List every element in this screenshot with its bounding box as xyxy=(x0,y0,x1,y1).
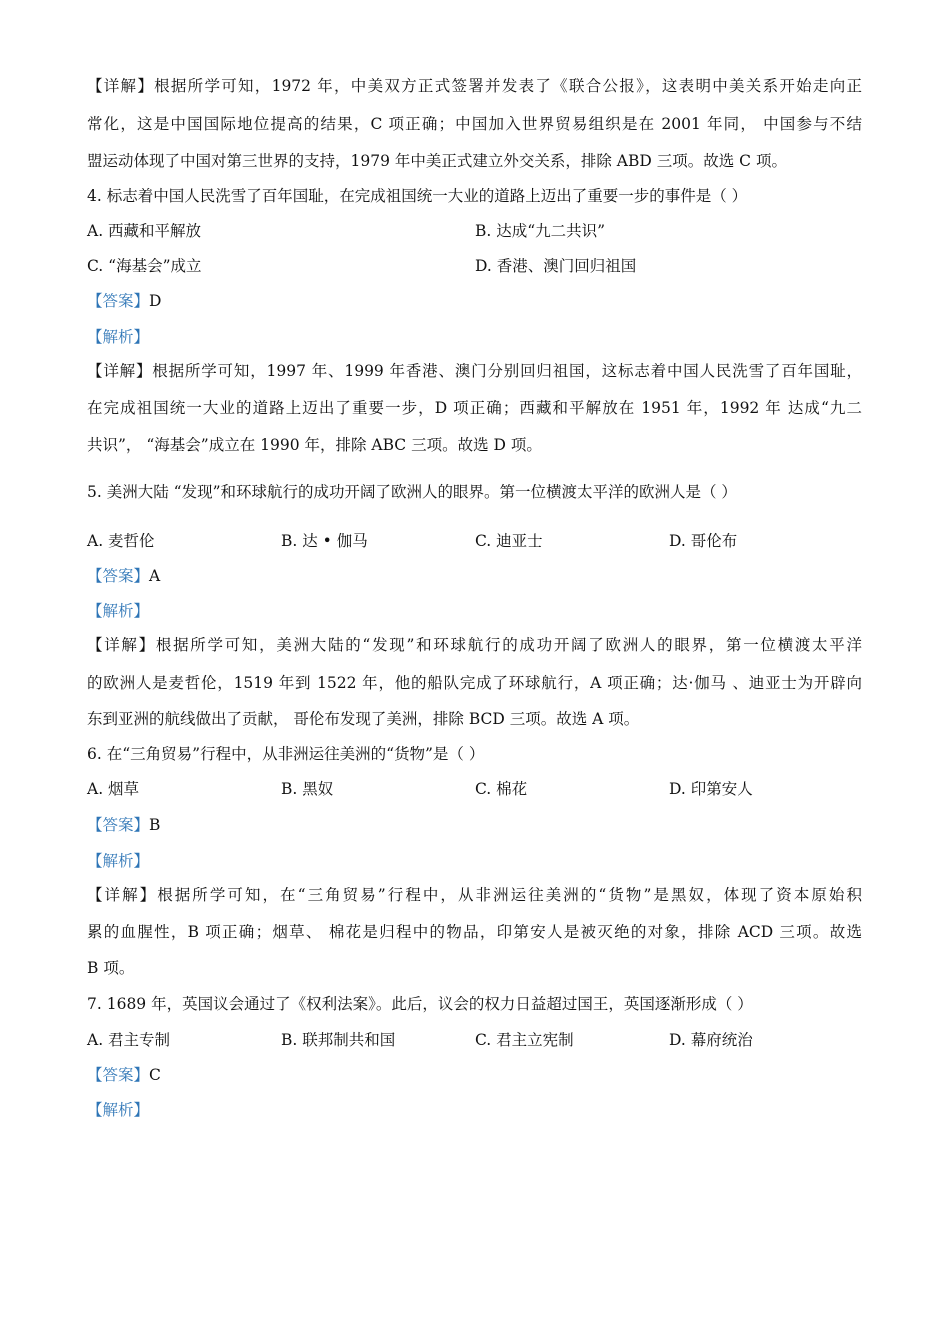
q3-detail-line-1 xyxy=(87,75,862,97)
q6-option-b: B. 黑奴 xyxy=(281,780,334,798)
q7-question: 7. 1689 年，英国议会通过了《权利法案》。此后，议会的权力日益超过国王，英国逐渐形成（ ） xyxy=(87,995,753,1013)
detail-text: 根据所学可知，美洲大陆的“发现”和环球航行的成功开阔了欧洲人的眼界，第一位横渡太平洋 xyxy=(155,636,862,654)
q5-analysis-label: 【解析】 xyxy=(87,602,150,620)
q4-option-b: B. 达成“九二共识” xyxy=(475,222,606,240)
q6-detail-line-2: 累的血腥性，B 项正确；烟草、 棉花是归程中的物品，印第安人是被灭绝的对象，排除 ACD 三项。故选 xyxy=(87,923,862,941)
q7-option-d: D. 幕府统治 xyxy=(669,1031,753,1049)
q7-analysis-label: 【解析】 xyxy=(87,1101,150,1119)
q6-question: 6. 在“三角贸易”行程中，从非洲运往美洲的“货物”是（ ） xyxy=(87,745,485,763)
detail-label: 【详解】 xyxy=(87,636,156,654)
answer-value: D xyxy=(149,292,162,310)
detail-text: 根据所学可知，1972 年，中美双方正式签署并发表了《联合公报》，这表明中美关系开始走向正 xyxy=(154,77,862,95)
q4-option-a: A. 西藏和平解放 xyxy=(87,222,202,240)
q5-detail-line-2: 的欧洲人是麦哲伦，1519 年到 1522 年，他的船队完成了环球航行，A 项正确；达·伽马 、迪亚士为开辟向 xyxy=(87,674,862,692)
q4-option-c: C. “海基会”成立 xyxy=(87,257,202,275)
detail-label: 【详解】 xyxy=(87,362,153,380)
answer-value: B xyxy=(149,816,161,834)
q7-answer xyxy=(87,1064,161,1086)
detail-text: 根据所学可知，在“三角贸易”行程中，从非洲运往美洲的“货物”是黑奴，体现了资本原始积 xyxy=(157,886,862,904)
q4-detail-line-3: 共识”， “海基会”成立在 1990 年，排除 ABC 三项。故选 D 项。 xyxy=(87,436,542,454)
detail-label: 【详解】 xyxy=(87,886,158,904)
q4-detail-line-1 xyxy=(87,360,862,382)
q5-option-d: D. 哥伦布 xyxy=(669,532,738,550)
q3-detail-line-2: 常化，这是中国国际地位提高的结果，C 项正确；中国加入世界贸易组织是在 2001 年同， 中国参与不结 xyxy=(87,115,862,133)
q6-option-d: D. 印第安人 xyxy=(669,780,753,798)
q7-option-a: A. 君主专制 xyxy=(87,1031,171,1049)
answer-label: 【答案】 xyxy=(87,1066,150,1084)
q6-detail-line-3: B 项。 xyxy=(87,959,135,977)
answer-value: C xyxy=(149,1066,161,1084)
q4-question: 4. 标志着中国人民洗雪了百年国耻，在完成祖国统一大业的道路上迈出了重要一步的事件是（ ） xyxy=(87,187,748,205)
q4-detail-line-2: 在完成祖国统一大业的道路上迈出了重要一步，D 项正确；西藏和平解放在 1951 年，1992 年 达成“九二 xyxy=(87,399,862,417)
q4-analysis-label: 【解析】 xyxy=(87,328,150,346)
q6-answer xyxy=(87,814,160,836)
q5-detail-line-3: 东到亚洲的航线做出了贡献， 哥伦布发现了美洲，排除 BCD 三项。故选 A 项。 xyxy=(87,710,640,728)
q5-option-b: B. 达 • 伽马 xyxy=(281,532,368,550)
q7-option-c: C. 君主立宪制 xyxy=(475,1031,574,1049)
answer-label: 【答案】 xyxy=(87,567,150,585)
q6-analysis-label: 【解析】 xyxy=(87,852,150,870)
q6-detail-line-1 xyxy=(87,884,862,906)
q5-answer xyxy=(87,565,160,587)
answer-label: 【答案】 xyxy=(87,816,150,834)
answer-value: A xyxy=(149,567,161,585)
q7-option-b: B. 联邦制共和国 xyxy=(281,1031,396,1049)
q5-question: 5. 美洲大陆 “发现”和环球航行的成功开阔了欧洲人的眼界。第一位横渡太平洋的欧洲人是（ ） xyxy=(87,483,737,501)
q5-option-a: A. 麦哲伦 xyxy=(87,532,155,550)
answer-label: 【答案】 xyxy=(87,292,150,310)
detail-label: 【详解】 xyxy=(87,77,155,95)
detail-text: 根据所学可知，1997 年、1999 年香港、澳门分别回归祖国，这标志着中国人民洗雪了百年国耻， xyxy=(152,362,862,380)
q5-option-c: C. 迪亚士 xyxy=(475,532,543,550)
q4-option-d: D. 香港、澳门回归祖国 xyxy=(475,257,637,275)
q4-answer xyxy=(87,290,161,312)
q5-detail-line-1 xyxy=(87,634,862,656)
q6-option-c: C. 棉花 xyxy=(475,780,528,798)
q3-detail-line-3: 盟运动体现了中国对第三世界的支持，1979 年中美正式建立外交关系，排除 ABD 三项。故选 C 项。 xyxy=(87,152,787,170)
q6-option-a: A. 烟草 xyxy=(87,780,140,798)
